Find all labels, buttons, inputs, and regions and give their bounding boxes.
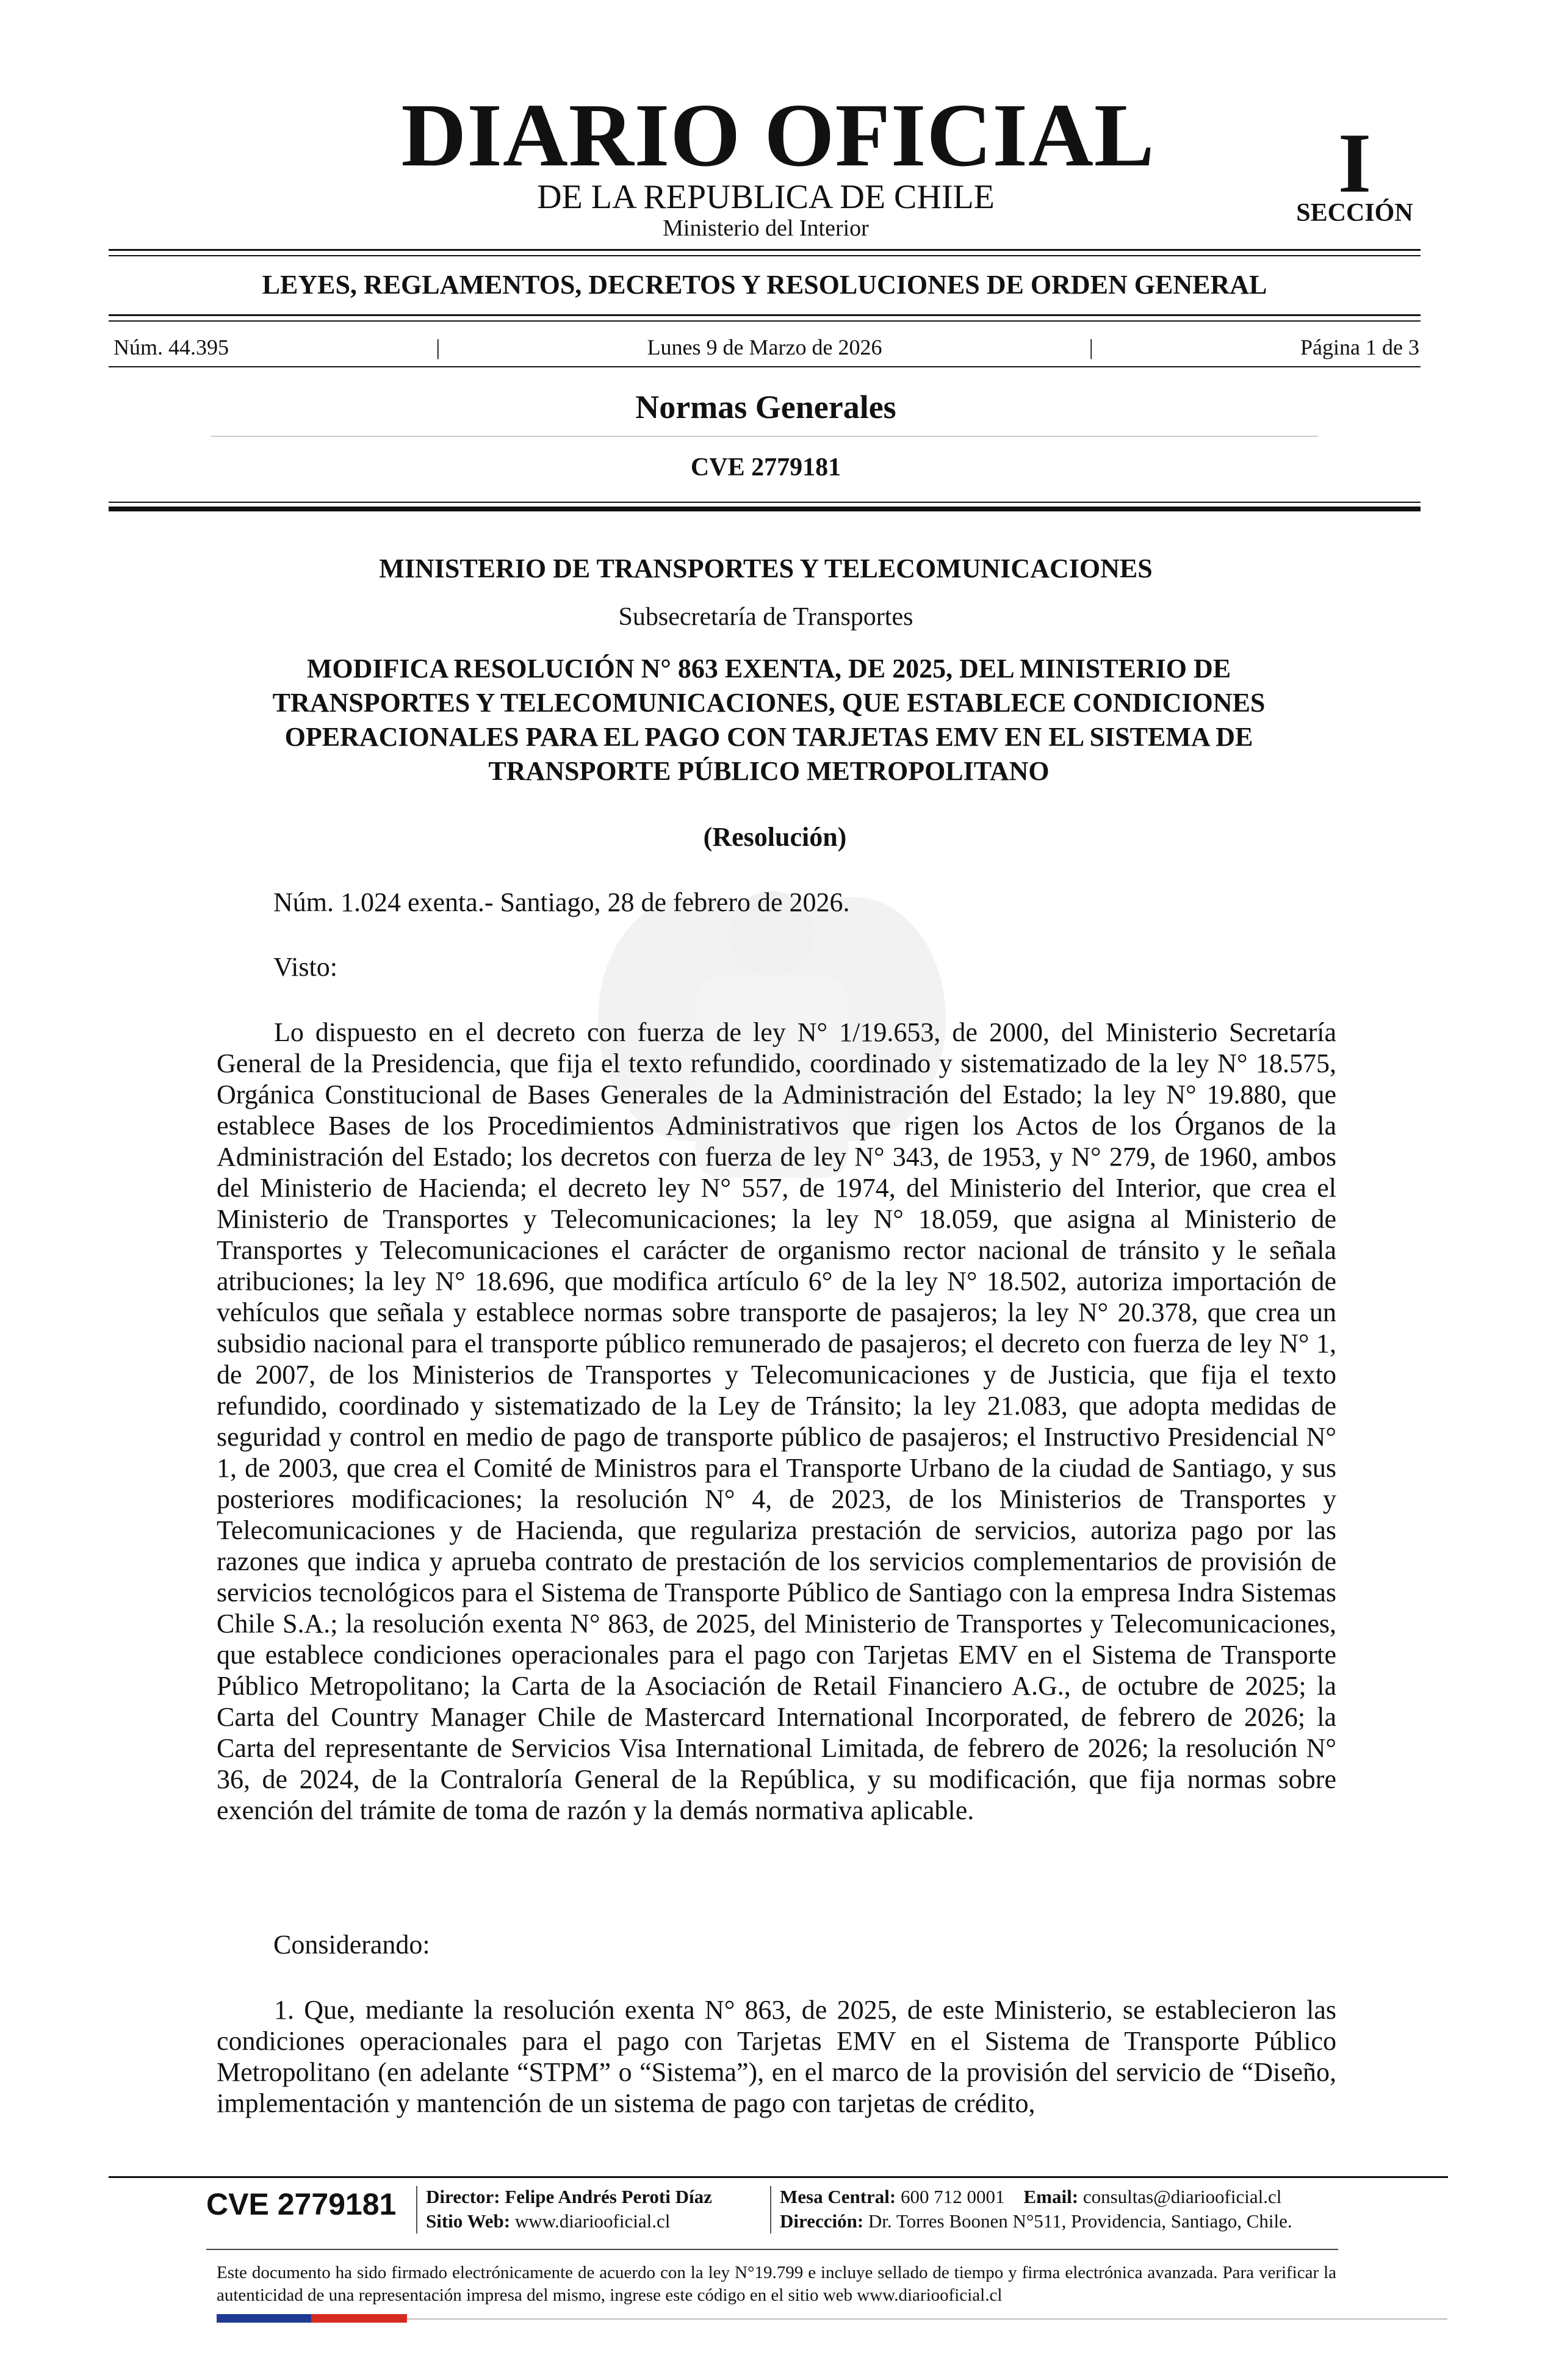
- footer-address-label: Dirección:: [780, 2210, 864, 2232]
- footer-note-rule: [206, 2249, 1338, 2250]
- document-type: (Resolución): [703, 822, 847, 852]
- footer-site-label: Sitio Web:: [426, 2210, 511, 2232]
- issuer-subsecretariat: Subsecretaría de Transportes: [618, 603, 913, 631]
- cve-rule-thick: [109, 507, 1421, 511]
- masthead-subtitle: DE LA REPUBLICA DE CHILE: [537, 178, 995, 216]
- issuer-ministry: MINISTERIO DE TRANSPORTES Y TELECOMUNICACIONES: [379, 554, 1153, 583]
- section-header: LEYES, REGLAMENTOS, DECRETOS Y RESOLUCIONES DE ORDEN GENERAL: [262, 270, 1267, 300]
- considerando-paragraph-1: 1. Que, mediante la resolución exenta N° 863, de 2025, de este Ministerio, se establecieron las condiciones operacionales para el pago con Tarjetas EMV en el Sistema de Transporte Público Metropolitano (en adelante “STPM” o “Sistema”), en el marco de la provisión del servicio de “Diseño, implementación y mantención de un sistema de pago con tarjetas de crédito,: [217, 1995, 1336, 2118]
- footer-mesa-label: Mesa Central:: [780, 2186, 896, 2207]
- footer-email-link[interactable]: consultas@diariooficial.cl: [1082, 2186, 1282, 2207]
- footer-director-name: Felipe Andrés Peroti Díaz: [505, 2186, 712, 2207]
- footer-address-value: Dr. Torres Boonen N°511, Providencia, Santiago, Chile.: [868, 2210, 1292, 2232]
- visto-heading: Visto:: [273, 952, 337, 982]
- issue-meta-row: [113, 334, 1419, 361]
- footer-verification-note: Este documento ha sido firmado electrónicamente de acuerdo con la ley N°19.799 e incluye sellado de tiempo y firma electrónica avanzada. Para verificar la autenticidad de una representación impresa del mismo, ingrese este código en el sitio web www.diariooficial.cl: [217, 2263, 1336, 2305]
- issue-date: Lunes 9 de Marzo de 2026: [647, 335, 882, 359]
- footer-director-label: Director:: [426, 2186, 500, 2207]
- document-title: MODIFICA RESOLUCIÓN N° 863 EXENTA, DE 2025, DEL MINISTERIO DE TRANSPORTES Y TELECOMUNICACIONES, QUE ESTABLECE CONDICIONES OPERACIONALES PARA EL PAGO CON TARJETAS EMV EN EL SISTEMA DE TRANSPORTE PÚBLICO METROPOLITANO: [272, 654, 1266, 786]
- footer-email-label: Email:: [1023, 2186, 1079, 2207]
- section-title-rule: [211, 436, 1318, 437]
- flag-bar-red: [311, 2314, 407, 2323]
- cve-code: CVE 2779181: [690, 453, 841, 481]
- section-roman-numeral: I: [1338, 116, 1372, 211]
- resolution-number-line: Núm. 1.024 exenta.- Santiago, 28 de febrero de 2026.: [273, 887, 850, 917]
- footer-divider: [416, 2186, 417, 2234]
- section-header-rule: [109, 314, 1421, 316]
- footer-director-block: [426, 2185, 768, 2234]
- visto-paragraph: Lo dispuesto en el decreto con fuerza de ley N° 1/19.653, de 2000, del Ministerio Secretaría General de la Presidencia, que fija el texto refundido, coordinado y sistematizado de la ley N° 18.575, Orgánica Constitucional de Bases Generales de la Administración del Estado; la ley N° 19.880, que establece Bases de los Procedimientos Administrativos que rigen los Actos de los Órganos de la Administración del Estado; los decretos con fuerza de ley N° 343, de 1953, y N° 279, de 1960, ambos del Ministerio de Hacienda; el decreto ley N° 557, de 1974, del Ministerio del Interior, que crea el Ministerio de Transportes y Telecomunicaciones; la ley N° 18.059, que asigna al Ministerio de Transportes y Telecomunicaciones el carácter de organismo rector nacional de tránsito y le señala atribuciones; la ley N° 18.696, que modifica artículo 6° de la ley N° 18.502, autoriza importación de vehículos que señala y establece normas sobre transporte de pasajeros; la ley N° 20.378, que crea un subsidio nacional para el transporte público remunerado de pasajeros; el decreto con fuerza de ley N° 1, de 2007, de los Ministerios de Transportes y Telecomunicaciones y de Justicia, que fija el texto refundido, coordinado y sistematizado de la Ley de Tránsito; la ley 21.083, que adopta medidas de seguridad y control en medio de pago de transporte público de pasajeros; el Instructivo Presidencial N° 1, de 2003, que crea el Comité de Ministros para el Transporte Urbano de la ciudad de Santiago, y sus posteriores modificaciones; la resolución N° 4, de 2023, de los Ministerios de Transportes y Telecomunicaciones y de Hacienda, que regulariza prestación de servicios, autoriza pago por las razones que indica y aprueba contrato de prestación de los servicios complementarios de provisión de servicios tecnológicos para el Sistema de Transporte Público de Santiago con la empresa Indra Sistemas Chile S.A.; la resolución exenta N° 863, de 2025, del Ministerio de Transportes y Telecomunicaciones, que establece condiciones operacionales para el pago con Tarjetas EMV en el Sistema de Transporte Público Metropolitano; la Carta de la Asociación de Retail Financiero A.G., de octubre de 2025; la Carta del Country Manager Chile de Mastercard International Incorporated, de febrero de 2026; la Carta del representante de Servicios Visa International Limitada, de febrero de 2026; la resolución N° 36, de 2024, de la Contraloría General de la República, y su modificación, que fija normas sobre exención del trámite de toma de razón y la demás normativa aplicable.: [217, 1017, 1336, 1825]
- footer-cve-code: CVE 2779181: [206, 2187, 397, 2221]
- section-title: Normas Generales: [635, 389, 896, 425]
- cve-rule-thin: [109, 502, 1421, 503]
- considerando-heading: Considerando:: [273, 1930, 430, 1960]
- masthead-ministry: Ministerio del Interior: [663, 215, 869, 241]
- section-label: SECCIÓN: [1296, 199, 1413, 227]
- meta-rule: [109, 366, 1421, 367]
- footer-divider: [770, 2186, 771, 2234]
- masthead-rule-top-2: [109, 255, 1421, 256]
- footer-contact-block: [780, 2185, 1360, 2234]
- meta-separator: |: [436, 335, 441, 359]
- masthead-title: DIARIO OFICIAL: [401, 85, 1155, 186]
- meta-separator: |: [1089, 335, 1093, 359]
- section-header-rule-2: [109, 320, 1421, 322]
- masthead-rule-top: [109, 249, 1421, 251]
- issue-number: Núm. 44.395: [113, 335, 229, 359]
- page-counter: Página 1 de 3: [1300, 335, 1419, 359]
- flag-bar-blue: [217, 2314, 311, 2323]
- footer-mesa-value: 600 712 0001: [901, 2186, 1005, 2207]
- footer-site-link[interactable]: www.diariooficial.cl: [514, 2210, 671, 2232]
- flag-bar-rule: [407, 2318, 1447, 2320]
- footer-rule: [109, 2176, 1448, 2178]
